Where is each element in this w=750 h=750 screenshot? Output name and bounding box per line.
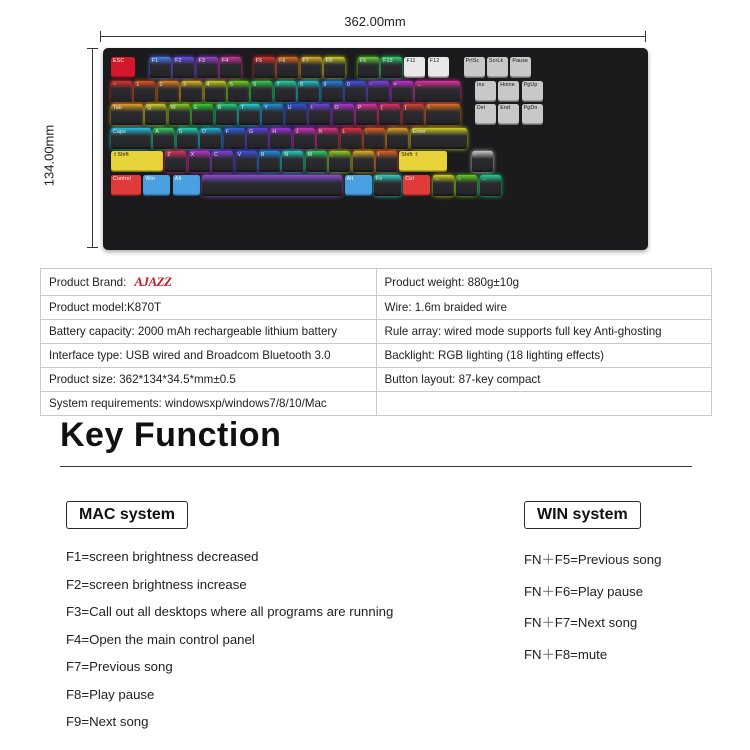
key-label: ]	[404, 105, 407, 112]
key-label: Alt	[174, 175, 182, 182]
keyboard-key	[143, 175, 170, 196]
keyboard-row	[111, 104, 640, 125]
key-label: Fn	[375, 175, 383, 182]
table-row	[41, 344, 712, 368]
keyboard-key	[202, 175, 342, 196]
keyboard-key	[451, 57, 461, 78]
keyboard-key	[347, 57, 355, 78]
key-label: W	[170, 105, 176, 112]
key-label: L	[342, 128, 346, 135]
key-label: Caps	[113, 128, 126, 135]
key-label: ESC	[113, 58, 125, 64]
key-label: 3	[183, 81, 187, 88]
table-row	[41, 269, 712, 296]
keyboard-row	[111, 175, 640, 196]
keyboard-key	[522, 104, 543, 125]
keyboard-key	[205, 81, 226, 102]
key-label: ScrLk	[489, 58, 504, 64]
keyboard-key	[169, 104, 190, 125]
keyboard-key	[381, 57, 402, 78]
keyboard-key	[356, 104, 377, 125]
keyboard-key	[224, 128, 245, 149]
key-label: Pause	[512, 58, 529, 64]
keyboard-key	[462, 104, 472, 125]
keyboard-product-image	[103, 48, 648, 250]
list-item: F4=Open the main control panel	[66, 631, 255, 647]
width-dimension-line	[100, 36, 646, 37]
key-label: G	[248, 128, 254, 135]
key-label: ⇧Shift	[113, 152, 129, 159]
key-label: 4	[206, 81, 210, 88]
keyboard-key	[153, 128, 174, 149]
keyboard-key	[456, 175, 477, 196]
spec-cell-right: Backlight: RGB lighting (18 lighting effects)	[376, 344, 712, 368]
spec-cell-right: Wire: 1.6m braided wire	[376, 296, 712, 320]
keyboard-key	[522, 81, 543, 102]
keyboard-key	[165, 151, 186, 172]
key-label: '	[389, 128, 391, 135]
keyboard-key	[353, 151, 374, 172]
key-label: /	[377, 152, 380, 159]
spec-cell-left: Battery capacity: 2000 mAh rechargeable lithium battery	[41, 320, 377, 344]
keyboard-key	[341, 128, 362, 149]
key-label: F10	[383, 58, 393, 64]
key-label: F6	[279, 58, 286, 64]
keyboard-key	[411, 128, 467, 149]
list-item: FN＋F8=mute	[524, 646, 608, 662]
key-label: P	[357, 105, 362, 112]
keyboard-key	[173, 57, 194, 78]
keyboard-key	[111, 57, 135, 78]
key-label: 8	[300, 81, 304, 88]
keyboard-key	[404, 57, 425, 78]
keyboard-key	[480, 175, 501, 196]
mac-system-heading: MAC system	[66, 501, 188, 529]
win-system-heading: WIN system	[524, 501, 641, 529]
key-label: ~	[113, 81, 117, 88]
keyboard-key	[450, 151, 470, 172]
key-label: Z	[167, 152, 171, 159]
keyboard-key	[111, 151, 163, 172]
key-label: N	[284, 152, 289, 159]
key-label: 7	[276, 81, 280, 88]
table-row	[41, 392, 712, 416]
keyboard-row	[111, 57, 640, 78]
keyboard-key	[403, 175, 430, 196]
table-row	[41, 320, 712, 344]
keyboard-key	[472, 151, 493, 172]
keyboard-key	[189, 151, 210, 172]
key-label: F11	[406, 58, 416, 64]
key-label: H	[272, 128, 277, 135]
key-label: F1	[151, 58, 159, 64]
specification-table	[40, 268, 712, 416]
keyboard-key	[376, 151, 397, 172]
list-item: FN＋F5=Previous song	[524, 552, 662, 567]
key-label: 6	[253, 81, 257, 88]
keyboard-row	[111, 128, 640, 149]
keyboard-key	[403, 104, 424, 125]
keyboard-key	[228, 81, 249, 102]
list-item: F3=Call out all desktops where all programs are running	[66, 604, 394, 619]
keyboard-key	[364, 128, 385, 149]
key-label: F3	[198, 58, 206, 64]
spec-cell-left: Product model:K870T	[41, 296, 377, 320]
keyboard-key	[345, 175, 372, 196]
keyboard-key	[173, 175, 200, 196]
keyboard-key	[498, 104, 519, 125]
keyboard-key	[498, 81, 519, 102]
keyboard-key	[286, 104, 307, 125]
key-label: D	[202, 128, 207, 135]
key-label: U	[287, 105, 292, 112]
keyboard-key	[324, 57, 345, 78]
key-label: ↑	[474, 152, 477, 159]
spec-label: Product Brand:	[49, 275, 127, 289]
keyboard-key	[387, 128, 408, 149]
keyboard-row	[111, 81, 640, 102]
keyboard-key	[415, 81, 460, 102]
key-label: F	[225, 128, 229, 135]
keyboard-key	[134, 81, 155, 102]
list-item: FN＋F7=Next song	[524, 615, 638, 630]
key-label: =	[393, 81, 397, 88]
keyboard-key	[216, 104, 237, 125]
key-label: Enter	[412, 128, 427, 135]
spec-cell-left: Product size: 362*134*34.5*mm±0.5	[41, 368, 377, 392]
key-label: A	[155, 128, 160, 135]
key-label: C	[214, 152, 219, 159]
keyboard-key	[433, 175, 454, 196]
key-label: Control	[113, 175, 132, 182]
key-label: F7	[302, 58, 309, 64]
keyboard-key	[301, 57, 322, 78]
keyboard-key	[243, 57, 251, 78]
keyboard-key	[333, 104, 354, 125]
list-item: F2=screen brightness increase	[66, 576, 247, 592]
keyboard-key	[192, 104, 213, 125]
key-label: 9	[323, 81, 327, 88]
table-row	[41, 296, 712, 320]
keyboard-key	[399, 151, 447, 172]
keyboard-key	[368, 81, 389, 102]
spec-cell-left: System requirements: windowsxp/windows7/8/10/Mac	[41, 392, 377, 416]
key-label: ←	[417, 81, 423, 88]
key-label: Home	[500, 81, 515, 88]
key-label: O	[334, 105, 339, 112]
key-label: S	[178, 128, 183, 135]
key-label: PgDn	[523, 105, 538, 112]
key-label: 5	[229, 81, 234, 88]
keyboard-key	[322, 81, 343, 102]
keyboard-key	[200, 128, 221, 149]
keyboard-key	[277, 57, 298, 78]
key-label: ,	[331, 152, 333, 159]
height-dimension-line	[92, 48, 93, 248]
spec-cell-left: Interface type: USB wired and Broadcom Bluetooth 3.0	[41, 344, 377, 368]
keyboard-key	[374, 175, 401, 196]
keyboard-key	[487, 57, 508, 78]
height-dimension-label: 134.00mm	[41, 124, 57, 187]
key-label: Q	[147, 105, 152, 112]
key-label: F4	[221, 58, 229, 64]
table-row	[41, 368, 712, 392]
keyboard-key	[239, 104, 260, 125]
key-label: F2	[175, 58, 182, 64]
keyboard-key	[145, 104, 166, 125]
keyboard-key	[212, 151, 233, 172]
key-label: Shift ⇧	[401, 152, 419, 159]
page-title: Key Function	[60, 416, 282, 454]
key-label: Tab	[113, 105, 122, 112]
keyboard-key	[158, 81, 179, 102]
keyboard-key	[345, 81, 366, 102]
keyboard-key	[275, 81, 296, 102]
list-item: F9=Next song	[66, 714, 149, 729]
keyboard-key	[137, 57, 147, 78]
key-label: F8	[325, 58, 333, 64]
key-label: I	[311, 105, 313, 112]
key-label: K	[319, 128, 323, 135]
key-label: M	[307, 152, 313, 159]
key-label: ←	[434, 175, 441, 182]
keyboard-key	[298, 81, 319, 102]
title-divider	[60, 466, 692, 467]
keyboard-key	[251, 81, 272, 102]
key-label: 1	[136, 81, 140, 88]
key-label: E	[194, 105, 198, 112]
key-label: J	[295, 128, 299, 135]
keyboard-key	[197, 57, 218, 78]
keyboard-key	[247, 128, 268, 149]
width-dimension-label: 362.00mm	[344, 14, 406, 29]
keyboard-key	[177, 128, 198, 149]
keyboard-key	[254, 57, 275, 78]
key-label: F12	[429, 58, 440, 64]
list-item: FN＋F6=Play pause	[524, 583, 644, 599]
brand-logo: AJAZZ	[134, 274, 172, 289]
list-item: F1=screen brightness decreased	[66, 549, 259, 564]
key-label: →	[481, 175, 487, 182]
spec-cell-right: Rule array: wired mode supports full key Anti-ghosting	[376, 320, 712, 344]
key-label: Alt	[346, 175, 354, 182]
key-label: F5	[255, 58, 263, 64]
keyboard-key	[475, 104, 496, 125]
spec-cell-right: Button layout: 87-key compact	[376, 368, 712, 392]
keyboard-key	[150, 57, 171, 78]
spec-cell-left	[41, 269, 377, 296]
key-label: ;	[365, 128, 368, 135]
list-item: F7=Previous song	[66, 659, 173, 674]
key-label: PgUp	[523, 81, 538, 88]
key-label: End	[500, 105, 511, 112]
keyboard-key	[358, 57, 379, 78]
keyboard-key	[294, 128, 315, 149]
key-label: .	[354, 152, 357, 159]
keyboard-key	[181, 81, 202, 102]
keyboard-key	[428, 57, 449, 78]
key-label: ↓	[458, 175, 461, 182]
keyboard-key	[270, 128, 291, 149]
key-label: Win	[145, 175, 155, 182]
key-label: T	[240, 105, 245, 112]
key-label: Y	[264, 105, 269, 112]
keyboard-key	[220, 57, 241, 78]
keyboard-key-layout	[111, 57, 640, 242]
keyboard-key	[282, 151, 303, 172]
keyboard-key	[317, 128, 338, 149]
key-label: X	[190, 152, 195, 159]
key-label: PrtSc	[465, 58, 480, 64]
key-label: [	[381, 105, 383, 112]
keyboard-key	[262, 104, 283, 125]
keyboard-row	[111, 151, 640, 172]
key-label: Del	[476, 105, 486, 112]
keyboard-key	[306, 151, 327, 172]
keyboard-key	[426, 104, 460, 125]
list-item: F8=Play pause	[66, 686, 155, 702]
keyboard-key	[510, 57, 531, 78]
win-function-list	[524, 549, 744, 675]
key-label: R	[217, 105, 222, 112]
keyboard-key	[111, 175, 141, 196]
key-label: -	[370, 81, 373, 88]
keyboard-key	[464, 57, 485, 78]
keyboard-key	[259, 151, 280, 172]
key-label: 2	[159, 81, 163, 88]
keyboard-key	[236, 151, 257, 172]
key-label: B	[260, 152, 265, 159]
keyboard-key	[309, 104, 330, 125]
key-label: Ctrl	[405, 175, 415, 182]
keyboard-key	[111, 128, 151, 149]
spec-cell-right	[376, 392, 712, 416]
keyboard-key	[462, 81, 472, 102]
keyboard-key	[379, 104, 400, 125]
keyboard-key	[111, 81, 132, 102]
key-label: 0	[346, 81, 350, 88]
spec-cell-right: Product weight: 880g±10g	[376, 269, 712, 296]
keyboard-key	[392, 81, 413, 102]
key-label: Ins	[476, 81, 485, 88]
key-label: F9	[359, 58, 367, 64]
keyboard-key	[475, 81, 496, 102]
mac-function-list	[66, 549, 496, 742]
keyboard-key	[329, 151, 350, 172]
keyboard-key	[111, 104, 143, 125]
key-label: \	[428, 105, 430, 112]
key-label: V	[237, 152, 242, 159]
